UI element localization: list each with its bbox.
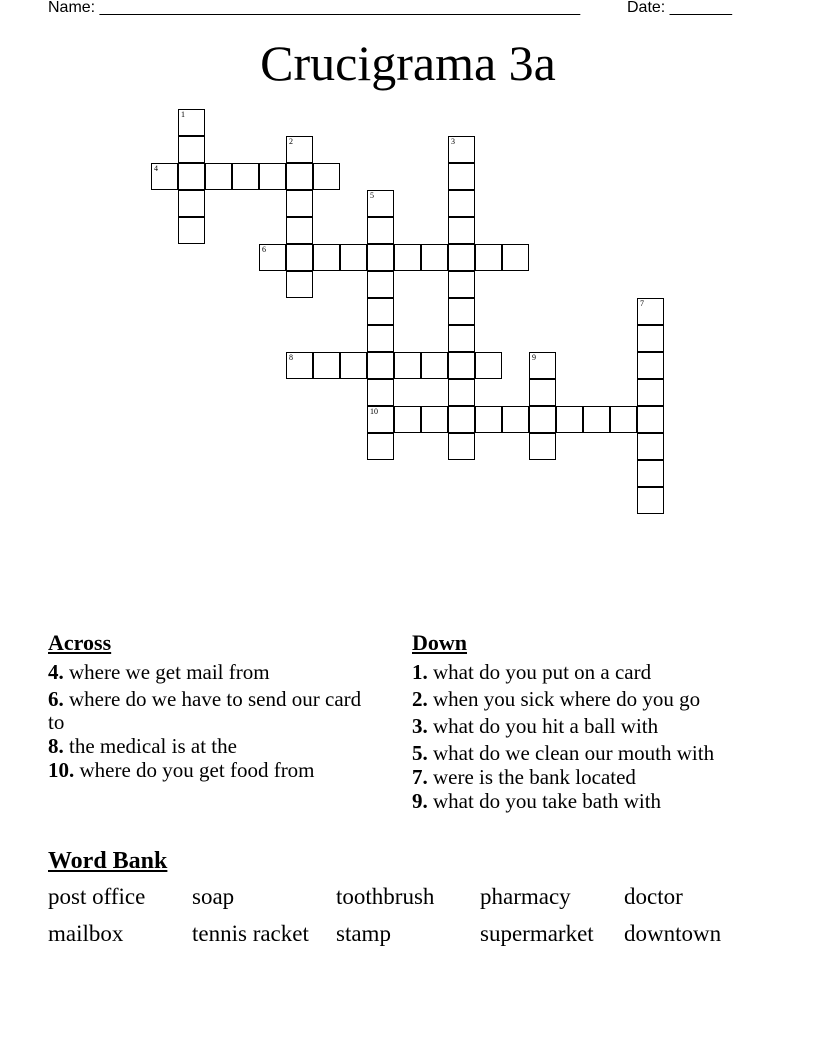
clue-number: 3.: [412, 714, 428, 738]
crossword-cell[interactable]: [421, 406, 448, 433]
crossword-cell[interactable]: [637, 352, 664, 379]
crossword-cell[interactable]: [421, 352, 448, 379]
crossword-cell[interactable]: [394, 352, 421, 379]
down-clue: [412, 715, 752, 738]
clue-number: 10.: [48, 758, 75, 782]
crossword-cell[interactable]: [637, 487, 664, 514]
crossword-cell[interactable]: [394, 244, 421, 271]
word-bank-heading: Word Bank: [48, 848, 168, 874]
crossword-cell[interactable]: [313, 244, 340, 271]
crossword-cell[interactable]: [448, 190, 475, 217]
crossword-cell[interactable]: [367, 217, 394, 244]
clue-number-label: 2: [289, 137, 293, 146]
down-clue: [412, 742, 752, 765]
crossword-cell[interactable]: [610, 406, 637, 433]
crossword-cell[interactable]: [259, 244, 286, 271]
crossword-cell[interactable]: [178, 136, 205, 163]
crossword-cell[interactable]: [367, 244, 394, 271]
crossword-cell[interactable]: [583, 406, 610, 433]
word-bank-item: stamp: [336, 921, 391, 946]
word-bank-item: mailbox: [48, 921, 124, 946]
clue-number-label: 5: [370, 191, 374, 200]
clue-number-label: 6: [262, 245, 266, 254]
clue-text: what do you take bath with: [427, 789, 662, 813]
crossword-cell[interactable]: [637, 460, 664, 487]
clue-number-label: 10: [370, 407, 378, 416]
clue-text: where we get mail from: [63, 660, 270, 684]
crossword-cell[interactable]: [178, 163, 205, 190]
crossword-cell[interactable]: [286, 217, 313, 244]
name-field-label: Name: ______________________________________________________: [48, 0, 581, 16]
clue-number-label: 1: [181, 110, 185, 119]
word-bank-item: pharmacy: [480, 884, 571, 909]
crossword-cell[interactable]: [367, 433, 394, 460]
word-bank-item: doctor: [624, 884, 683, 909]
crossword-cell[interactable]: [448, 379, 475, 406]
crossword-cell[interactable]: [340, 352, 367, 379]
word-bank-item: post office: [48, 884, 146, 909]
crossword-cell[interactable]: [475, 244, 502, 271]
page-title: Crucigrama 3a: [260, 35, 556, 91]
crossword-cell[interactable]: [178, 109, 205, 136]
crossword-cell[interactable]: [637, 298, 664, 325]
crossword-cell[interactable]: [178, 190, 205, 217]
crossword-cell[interactable]: [286, 136, 313, 163]
clue-text: were is the bank located: [427, 765, 636, 789]
across-clue: [48, 688, 370, 734]
crossword-cell[interactable]: [286, 244, 313, 271]
crossword-cell[interactable]: [367, 271, 394, 298]
crossword-cell[interactable]: [286, 190, 313, 217]
crossword-cell[interactable]: [286, 271, 313, 298]
clue-number: 5.: [412, 741, 428, 765]
clue-number-label: 3: [451, 137, 455, 146]
crossword-cell[interactable]: [313, 352, 340, 379]
crossword-cell[interactable]: [448, 433, 475, 460]
crossword-cell[interactable]: [637, 325, 664, 352]
crossword-cell[interactable]: [448, 298, 475, 325]
crossword-cell[interactable]: [232, 163, 259, 190]
clue-text: what do you put on a card: [427, 660, 652, 684]
word-bank-item: soap: [192, 884, 235, 909]
clue-text: where do you get food from: [74, 758, 315, 782]
clue-number: 7.: [412, 765, 428, 789]
crossword-cell[interactable]: [529, 406, 556, 433]
word-bank-item: tennis racket: [192, 921, 309, 946]
crossword-cell[interactable]: [502, 406, 529, 433]
crossword-cell[interactable]: [367, 325, 394, 352]
clue-number: 9.: [412, 789, 428, 813]
crossword-cell[interactable]: [367, 298, 394, 325]
clue-text: the medical is at the: [63, 734, 237, 758]
clue-text: where do we have to send our card to: [48, 687, 362, 734]
crossword-cell[interactable]: [637, 379, 664, 406]
crossword-cell[interactable]: [178, 217, 205, 244]
clue-number: 1.: [412, 660, 428, 684]
down-clue-list: [412, 661, 752, 817]
crossword-cell[interactable]: [529, 433, 556, 460]
crossword-cell[interactable]: [637, 433, 664, 460]
down-clue: [412, 790, 752, 813]
crossword-cell[interactable]: [286, 163, 313, 190]
crossword-cell[interactable]: [367, 379, 394, 406]
crossword-cell[interactable]: [151, 163, 178, 190]
clue-number: 8.: [48, 734, 64, 758]
crossword-cell[interactable]: [556, 406, 583, 433]
crossword-cell[interactable]: [286, 352, 313, 379]
crossword-cell[interactable]: [367, 352, 394, 379]
across-clue: [48, 661, 370, 684]
crossword-cell[interactable]: [475, 406, 502, 433]
clue-text: what do you hit a ball with: [427, 714, 659, 738]
clue-text: when you sick where do you go: [427, 687, 701, 711]
clue-number-label: 8: [289, 353, 293, 362]
crossword-cell[interactable]: [313, 163, 340, 190]
clue-number: 6.: [48, 687, 64, 711]
clue-text: what do we clean our mouth with: [427, 741, 715, 765]
crossword-cell[interactable]: [502, 244, 529, 271]
word-bank-item: toothbrush: [336, 884, 435, 909]
clue-number-label: 7: [640, 299, 644, 308]
clue-number-label: 9: [532, 353, 536, 362]
across-heading: Across: [48, 630, 112, 655]
crossword-cell[interactable]: [448, 244, 475, 271]
crossword-cell[interactable]: [529, 352, 556, 379]
word-bank-item: supermarket: [480, 921, 594, 946]
down-clue: [412, 688, 752, 711]
crossword-cell[interactable]: [448, 352, 475, 379]
crossword-cell[interactable]: [448, 163, 475, 190]
crossword-cell[interactable]: [448, 217, 475, 244]
crossword-cell[interactable]: [421, 244, 448, 271]
crossword-cell[interactable]: [340, 244, 367, 271]
crossword-cell[interactable]: [448, 406, 475, 433]
across-clue: [48, 759, 370, 782]
down-clue: [412, 766, 752, 789]
crossword-cell[interactable]: [448, 136, 475, 163]
down-clue: [412, 661, 752, 684]
across-clue: [48, 735, 370, 758]
crossword-cell[interactable]: [529, 379, 556, 406]
word-bank-item: downtown: [624, 921, 722, 946]
crossword-cell[interactable]: [637, 406, 664, 433]
word-bank: [48, 884, 768, 947]
clue-number: 2.: [412, 687, 428, 711]
crossword-cell[interactable]: [259, 163, 286, 190]
crossword-cell[interactable]: [367, 406, 394, 433]
crossword-cell[interactable]: [448, 271, 475, 298]
crossword-cell[interactable]: [448, 325, 475, 352]
crossword-cell[interactable]: [394, 406, 421, 433]
clue-number-label: 4: [154, 164, 158, 173]
across-clue-list: [48, 661, 370, 786]
crossword-cell[interactable]: [475, 352, 502, 379]
crossword-cell[interactable]: [205, 163, 232, 190]
down-heading: Down: [412, 630, 468, 655]
date-field-label: Date: _______: [627, 0, 732, 16]
clue-number: 4.: [48, 660, 64, 684]
crossword-cell[interactable]: [367, 190, 394, 217]
